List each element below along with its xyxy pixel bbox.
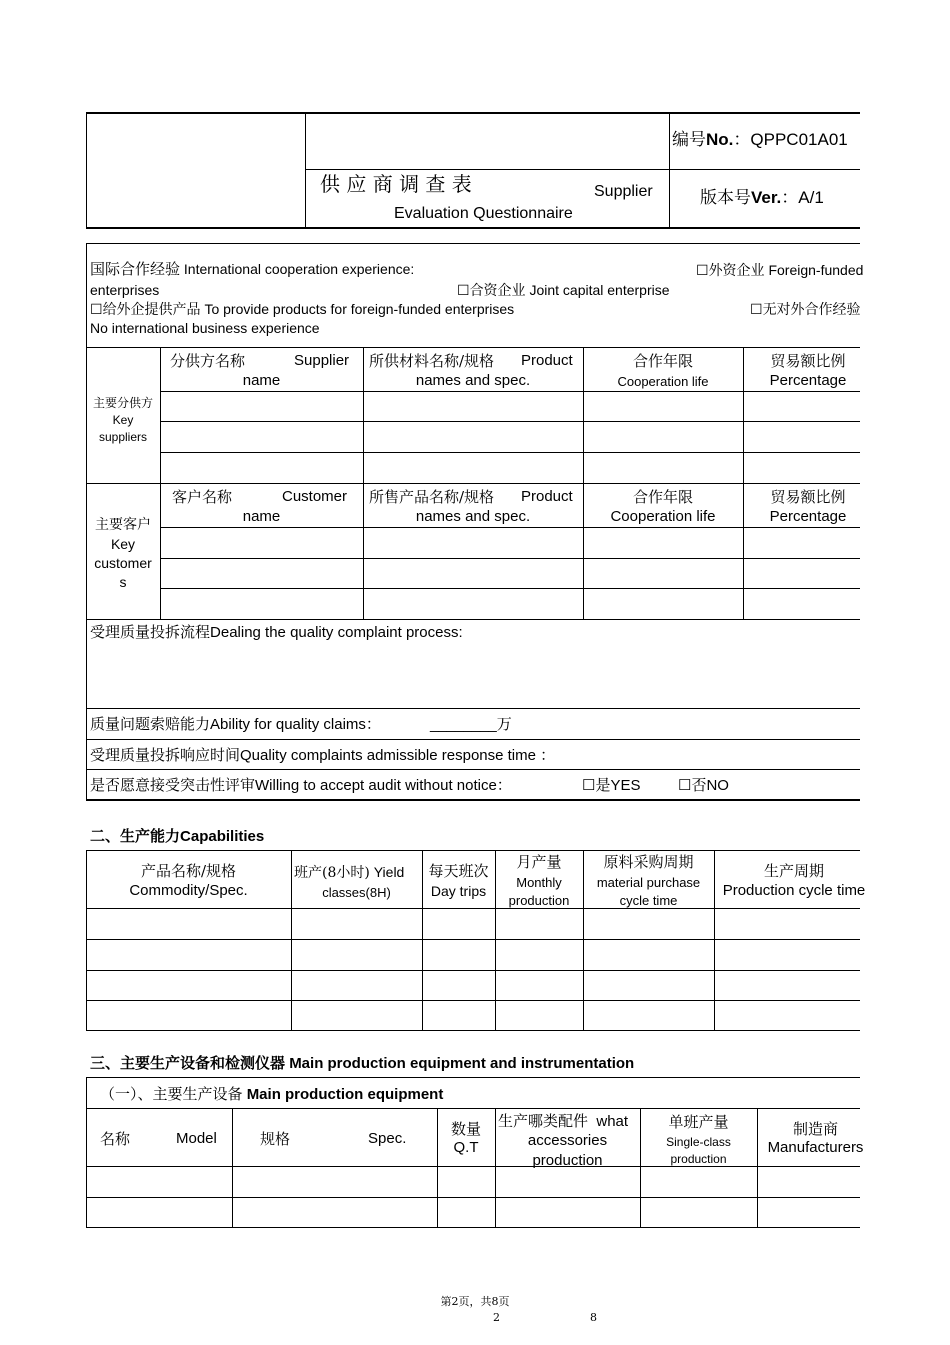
col-header: accessories	[527, 1132, 608, 1149]
customers-label-cn: 主要客户	[95, 517, 151, 533]
no-en: NO	[706, 777, 729, 794]
col-header: 每天班次	[428, 862, 489, 880]
ver-label: 版本号	[700, 188, 751, 208]
col-header: 贸易额比例	[770, 352, 846, 370]
rule	[86, 1077, 87, 1228]
col4-en-a: what	[596, 1113, 629, 1130]
title-en-2: Evaluation Questionnaire	[394, 205, 573, 222]
opt3-cn: 给外企提供产品	[102, 302, 201, 318]
audit-en: Willing to accept audit without notice：	[255, 777, 512, 794]
title-cn: 供 应 商 调 查 表	[320, 172, 472, 196]
rule	[160, 421, 860, 422]
page-indicator: 第2页，共8页	[440, 1295, 510, 1308]
col-header: Cooperation life	[617, 374, 709, 389]
customers-label-en-2: customer	[94, 555, 152, 571]
opt2-en: Joint capital enterprise	[529, 282, 670, 298]
no-cn: 否	[691, 776, 707, 794]
col-header: 合作年限	[632, 352, 693, 370]
intl-label-en: International cooperation experience:	[183, 261, 415, 277]
opt1-cn: 外资企业	[708, 263, 765, 279]
col-header: Supplier	[294, 352, 350, 369]
rule	[86, 850, 860, 851]
col-header: production	[670, 1152, 727, 1166]
opt4-en: No international business experience	[90, 320, 320, 336]
rule	[86, 1077, 860, 1078]
opt2-cn: 合资企业	[469, 283, 526, 299]
col-header: 单班产量	[668, 1113, 729, 1131]
col-header: 制造商	[792, 1120, 838, 1138]
col2-en-a: Yield	[373, 864, 405, 880]
suppliers-label-en-1: Key	[112, 413, 134, 427]
suppliers-label-en-2: suppliers	[98, 430, 148, 444]
rule	[86, 970, 860, 971]
col-header: 月产量	[516, 853, 562, 871]
complaint-en: Dealing the quality complaint process:	[210, 624, 463, 641]
rule	[160, 452, 860, 453]
col-header: 原料采购周期	[603, 853, 694, 871]
rule	[86, 243, 860, 244]
col-header: Model	[176, 1130, 217, 1147]
rule	[291, 850, 292, 1031]
col-header: classes(8H)	[322, 885, 391, 900]
col-header: Commodity/Spec.	[129, 882, 248, 899]
rule	[86, 799, 860, 801]
checkbox-icon[interactable]: ☐	[90, 302, 103, 318]
checkbox-icon[interactable]: ☐	[582, 776, 596, 794]
rule	[86, 769, 860, 770]
col-header: 产品名称/规格	[140, 862, 237, 880]
checkbox-icon[interactable]: ☐	[457, 283, 470, 299]
complaint-process-label	[90, 623, 463, 642]
complaint-cn: 受理质量投拆流程	[90, 623, 211, 641]
option-foreign-funded[interactable]	[696, 261, 863, 280]
rule	[86, 1108, 860, 1109]
rule	[160, 391, 860, 392]
claims-cn: 质量问题索赔能力	[90, 715, 211, 733]
sub-cn: （一）、主要生产设备	[100, 1085, 243, 1103]
ver-label-en: Ver.	[751, 188, 782, 207]
option-provide-products[interactable]	[90, 300, 514, 319]
col-header: production	[508, 893, 570, 908]
audit-label	[90, 776, 512, 795]
code-label: 编号	[672, 130, 706, 150]
page-number-left: 2	[493, 1311, 500, 1324]
quality-claims-field[interactable]	[430, 715, 512, 734]
claims-blank[interactable]: ________	[430, 716, 497, 733]
col4-cn: 生产哪类配件	[498, 1112, 589, 1130]
col-header: Product	[521, 488, 573, 505]
response-cn: 受理质量投拆响应时间	[90, 746, 241, 764]
rule	[86, 113, 87, 228]
col2-cn: 班产(8小时)	[294, 865, 370, 881]
col-header: name	[242, 508, 281, 525]
col-header: Monthly	[516, 875, 562, 890]
col-header: name	[242, 372, 281, 389]
rule	[86, 908, 860, 909]
col-header: Customer	[282, 488, 348, 505]
col-header: names and spec.	[415, 372, 531, 389]
opt3-en: To provide products for foreign-funded enterprises	[204, 301, 515, 317]
col-header: Q.T	[453, 1139, 479, 1156]
claims-unit: 万	[496, 715, 512, 733]
col-header: 客户名称	[172, 488, 233, 506]
col-header: 名称	[100, 1130, 131, 1148]
checkbox-icon[interactable]: ☐	[678, 776, 692, 794]
customers-label-en-3: s	[119, 574, 127, 590]
document-number	[672, 130, 848, 150]
title-en-1: Supplier	[594, 183, 653, 200]
equipment-heading-en: Main production equipment and instrumentation	[289, 1055, 635, 1072]
claims-en: Ability for quality claims：	[210, 716, 381, 733]
audit-no-option[interactable]	[678, 776, 729, 795]
rule	[86, 739, 860, 740]
col-header: 生产周期	[763, 862, 824, 880]
code-label-en: No.	[706, 130, 734, 149]
col-header: Cooperation life	[610, 508, 716, 525]
col-header: Day trips	[430, 883, 487, 899]
col-header: Manufacturers	[767, 1139, 864, 1156]
intl-label-cn: 国际合作经验	[90, 260, 181, 278]
audit-cn: 是否愿意接受突击性评审	[90, 776, 256, 794]
page-number-right: 8	[590, 1311, 597, 1324]
version	[700, 188, 824, 208]
quality-claims-label	[90, 715, 381, 734]
rule	[160, 558, 860, 559]
col-header	[294, 863, 404, 882]
rule	[86, 112, 860, 114]
equipment-heading	[90, 1054, 634, 1073]
col-header: Single-class	[666, 1135, 731, 1149]
capabilities-heading	[90, 827, 264, 846]
capabilities-heading-cn: 二、生产能力	[90, 827, 181, 845]
rule	[86, 227, 860, 229]
yes-cn: 是	[595, 776, 611, 794]
rule	[305, 169, 860, 170]
checkbox-icon[interactable]: ☐	[750, 302, 763, 318]
sub-en: Main production equipment	[246, 1086, 444, 1103]
rule	[232, 1108, 233, 1228]
col-header: 贸易额比例	[770, 488, 846, 506]
rule	[160, 588, 860, 589]
rule	[86, 619, 860, 620]
opt1-en-b: enterprises	[90, 282, 160, 298]
customers-label-en-1: Key	[110, 536, 136, 552]
col-header: Percentage	[769, 372, 847, 389]
rule	[86, 1030, 860, 1031]
col-header: production	[532, 1152, 603, 1169]
col-header: 合作年限	[632, 488, 693, 506]
ver-value: ：A/1	[781, 188, 824, 207]
col-header: cycle time	[619, 893, 678, 908]
equipment-subheading	[100, 1085, 443, 1104]
equipment-heading-cn: 三、主要生产设备和检测仪器	[90, 1054, 286, 1072]
code-value: ：QPPC01A01	[733, 130, 848, 149]
rule	[86, 1227, 860, 1228]
col-header: 所售产品名称/规格	[369, 488, 495, 506]
col-header: Percentage	[769, 508, 847, 525]
option-joint-capital[interactable]	[457, 281, 670, 300]
checkbox-icon[interactable]: ☐	[696, 263, 709, 279]
rule	[86, 708, 860, 709]
rule	[86, 1000, 860, 1001]
col-header: 分供方名称	[170, 352, 246, 370]
rule	[86, 1197, 860, 1198]
opt4-cn: 无对外合作经验	[762, 302, 861, 318]
col-header: Production cycle time	[722, 882, 866, 899]
capabilities-heading-en: Capabilities	[180, 828, 265, 845]
opt1-en-a: Foreign-funded	[768, 262, 864, 278]
rule	[86, 939, 860, 940]
audit-yes-option[interactable]	[582, 776, 640, 795]
col-header: 规格	[260, 1130, 291, 1148]
col-header: Product	[521, 352, 573, 369]
rule	[160, 527, 860, 528]
yes-en: YES	[610, 777, 641, 794]
intl-label	[90, 260, 414, 279]
col-header: 所供材料名称/规格	[369, 352, 495, 370]
suppliers-label-cn: 主要分供方	[92, 396, 153, 410]
rule	[669, 113, 670, 228]
col-header	[498, 1112, 628, 1131]
response-time-label	[90, 746, 555, 765]
rule	[305, 113, 306, 228]
response-en: Quality complaints admissible response time ：	[240, 747, 556, 764]
col-header: Spec.	[368, 1130, 407, 1147]
col-header: material purchase	[596, 875, 701, 890]
option-no-experience[interactable]	[750, 300, 861, 319]
col-header: names and spec.	[415, 508, 531, 525]
col-header: 数量	[450, 1120, 481, 1138]
